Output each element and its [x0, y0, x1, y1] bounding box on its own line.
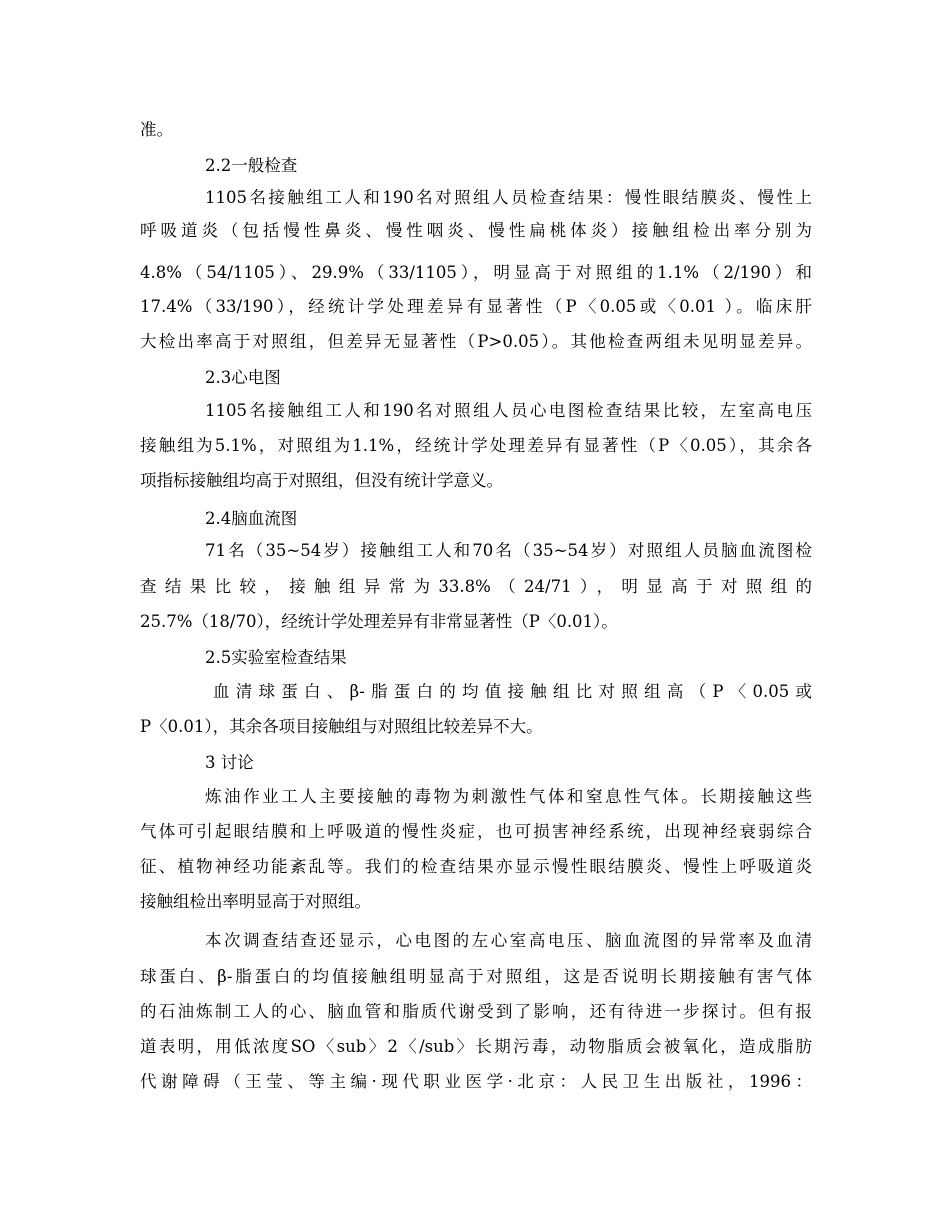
text-line: 道表明，用低浓度SO〈sub〉2〈/sub〉长期污毒，动物脂质会被氧化，造成脂肪: [140, 1037, 812, 1056]
text-line: 4.8%（54/1105）、29.9%（33/1105），明显高于对照组的1.1%（2/190）和: [140, 263, 812, 282]
text-line: 查结果比较，接触组异常为33.8%（24/71），明显高于对照组的: [140, 577, 812, 596]
text-line: 大检出率高于对照组，但差异无显著性（P>0.05）。其他检查两组未见明显差异。: [140, 332, 812, 351]
section-heading-2-2: 2.2一般检查: [205, 156, 298, 175]
text-line: 的石油炼制工人的心、脑血管和脂质代谢受到了影响，还有待进一步探讨。但有报: [140, 1002, 812, 1021]
text-line: 71名（35~54岁）接触组工人和70名（35~54岁）对照组人员脑血流图检: [205, 541, 812, 560]
text-line: 1105名接触组工人和190名对照组人员检查结果：慢性眼结膜炎、慢性上: [205, 188, 812, 207]
text-line: 项指标接触组均高于对照组，但没有统计学意义。: [140, 471, 503, 490]
text-line: 接触组为5.1%，对照组为1.1%，经统计学处理差异有显著性（P〈0.05），其余各: [140, 436, 812, 455]
text-line: 1105名接触组工人和190名对照组人员心电图检查结果比较，左室高电压: [205, 401, 812, 420]
text-line: 血清球蛋白、β-脂蛋白的均值接触组比对照组高（P〈0.05或: [213, 682, 812, 701]
text-line: 代谢障碍（王莹、等主编·现代职业医学·北京：人民卫生出版社，1996：: [140, 1072, 812, 1091]
text-line: 呼吸道炎（包括慢性鼻炎、慢性咽炎、慢性扁桃体炎）接触组检出率分别为: [140, 221, 812, 240]
text-line: 准。: [140, 120, 173, 139]
text-line: 17.4%（33/190），经统计学处理差异有显著性（P〈0.05或〈0.01 ）。临床肝: [140, 297, 812, 316]
section-heading-3: 3 讨论: [205, 753, 254, 772]
section-heading-2-3: 2.3心电图: [205, 368, 281, 387]
section-heading-2-4: 2.4脑血流图: [205, 509, 298, 528]
text-line: 气体可引起眼结膜和上呼吸道的慢性炎症，也可损害神经系统，出现神经衰弱综合: [140, 822, 812, 841]
text-line: 炼油作业工人主要接触的毒物为刺激性气体和窒息性气体。长期接触这些: [205, 787, 812, 806]
text-line: 本次调查结查还显示，心电图的左心室高电压、脑血流图的异常率及血清: [205, 931, 812, 950]
text-line: P〈0.01），其余各项目接触组与对照组比较差异不大。: [140, 717, 543, 736]
section-heading-2-5: 2.5实验室检查结果: [205, 648, 347, 667]
text-line: 征、植物神经功能紊乱等。我们的检查结果亦显示慢性眼结膜炎、慢性上呼吸道炎: [140, 857, 812, 876]
text-line: 球蛋白、β-脂蛋白的均值接触组明显高于对照组，这是否说明长期接触有害气体: [140, 967, 812, 986]
text-line: 25.7%（18/70），经统计学处理差异有非常显著性（P〈0.01）。: [140, 612, 618, 631]
text-line: 接触组检出率明显高于对照组。: [140, 892, 371, 911]
